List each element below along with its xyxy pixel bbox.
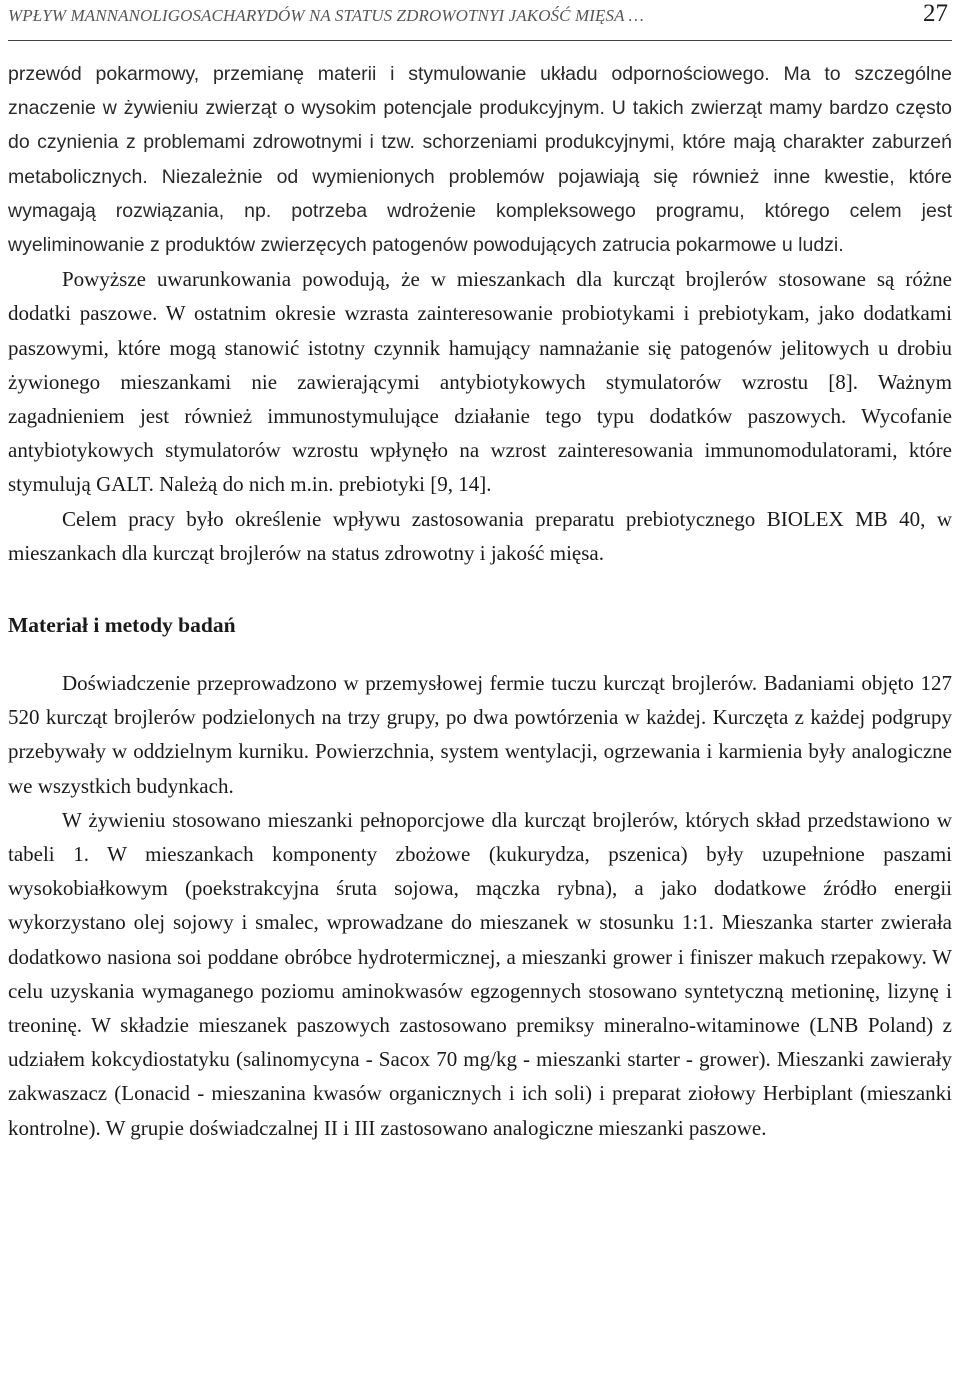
- paragraph-intro-continued: przewód pokarmowy, przemianę materii i stymulowanie układu odpornościowego. Ma to szczególne znaczenie w żywieniu zwierząt o wysokim potencjale produkcyjnym. U takich zwierząt mamy bardzo często do czynienia z problemami zdrowotnymi i tzw. schorzeniami produkcyjnymi, które mają charakter zaburzeń metabolicznych. Niezależnie od wymienionych problemów pojawiają się również inne kwestie, które wymagają rozwiązania, np. potrzeba wdrożenie kompleksowego programu, którego celem jest wyeliminowanie z produktów zwierzęcych patogenów powodujących zatrucia pokarmowe u ludzi.: [8, 63, 952, 257]
- running-title: WPŁYW MANNANOLIGOSACHARYDÓW NA STATUS ZDROWOTNYI JAKOŚĆ MIĘSA …: [8, 6, 644, 25]
- paragraph-experiment: Doświadczenie przeprowadzono w przemysłowej fermie tuczu kurcząt brojlerów. Badaniami objęto 127 520 kurcząt brojlerów podzielonych na trzy grupy, po dwa powtórzenia w każdej. Kurczęta z każdej podgrupy przebywały w oddzielnym kurniku. Powierzchnia, system wentylacji, ogrzewania i karmienia były analogiczne we wszystkich budynkach.: [8, 671, 952, 798]
- running-header: [8, 0, 952, 41]
- paragraph-aim: Celem pracy było określenie wpływu zastosowania preparatu prebiotycznego BIOLEX MB 40, w mieszankach dla kurcząt brojlerów na status zdrowotny i jakość mięsa.: [8, 506, 952, 565]
- document-page: [8, 0, 952, 1145]
- page-number: 27: [923, 0, 948, 27]
- paragraph-feed-additives: Powyższe uwarunkowania powodują, że w mieszankach dla kurcząt brojlerów stosowane są różne dodatki paszowe. W ostatnim okresie wzrasta zainteresowanie probiotykami i prebiotykam, jako dodatkami paszowymi, które mogą stanowić istotny czynnik hamujący namnażanie się patogenów jelitowych u drobiu żywionego mieszankami nie zawierającymi antybiotykowych stymulatorów wzrostu [8]. Ważnym zagadnieniem jest również immunostymulujące działanie tego typu dodatków paszowych. Wycofanie antybiotykowych stymulatorów wzrostu wpłynęło na wzrost zainteresowania immunomodulatorami, które stymulują GALT. Należą do nich m.in. prebiotyki [9, 14].: [8, 267, 952, 497]
- paragraph-feeding: W żywieniu stosowano mieszanki pełnoporcjowe dla kurcząt brojlerów, których skład przedstawiono w tabeli 1. W mieszankach komponenty zbożowe (kukurydza, pszenica) były uzupełnione paszami wysokobiałkowym (poekstrakcyjna śruta sojowa, mączka rybna), a jako dodatkowe źródło energii wykorzystano olej sojowy i smalec, wprowadzane do mieszanek w stosunku 1:1. Mieszanka starter zwierała dodatkowo nasiona soi poddane obróbce hydrotermicznej, a mieszanki grower i finiszer makuch rzepakowy. W celu uzyskania wymaganego poziomu aminokwasów egzogennych stosowano syntetyczną metioninę, lizynę i treoninę. W składzie mieszanek paszowych zastosowano premiksy mineralno-witaminowe (LNB Poland) z udziałem kokcydiostatyku (salinomycyna - Sacox 70 mg/kg - mieszanki starter - grower). Mieszanki zawierały zakwaszacz (Lonacid - mieszanina kwasów organicznych i ich soli) i preparat ziołowy Herbiplant (mieszanki kontrolne). W grupie doświadczalnej II i III zastosowano analogiczne mieszanki paszowe.: [8, 807, 952, 1140]
- section-heading-methods: Materiał i metody badań: [8, 613, 236, 638]
